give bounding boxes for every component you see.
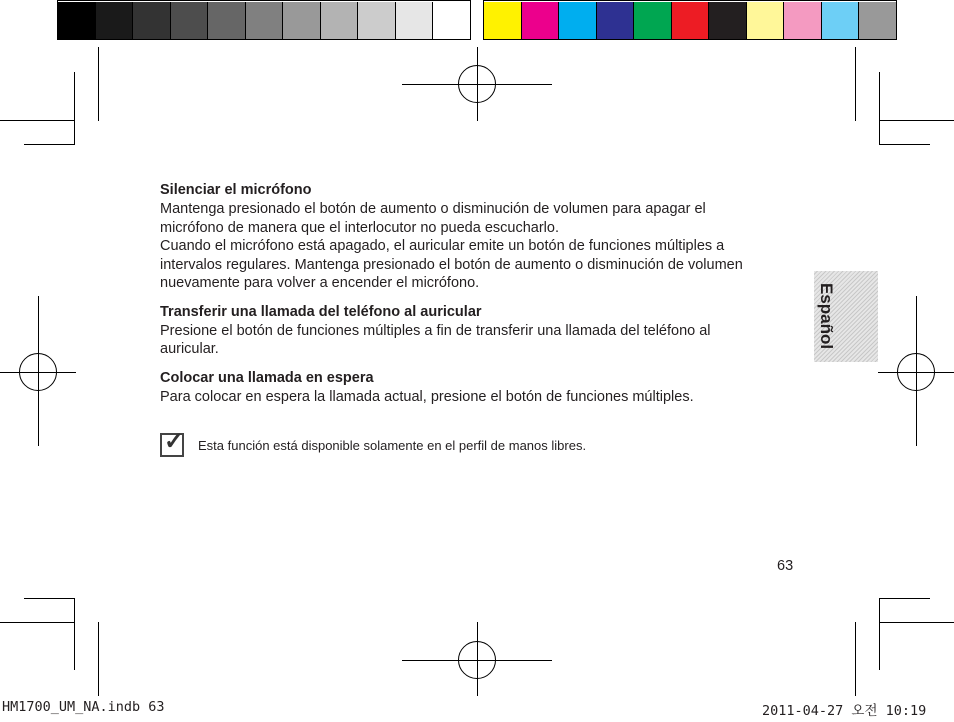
gray-swatch: [321, 2, 359, 39]
crop-mark: [74, 72, 75, 144]
color-swatch: [822, 2, 860, 39]
note: [160, 428, 587, 457]
crop-mark: [0, 120, 74, 121]
note-text: Esta función está disponible solamente en el perfil de manos libres.: [198, 437, 587, 453]
gray-swatch: [133, 2, 171, 39]
gray-swatch: [246, 2, 284, 39]
crop-mark: [879, 622, 954, 623]
color-swatch: [522, 2, 560, 39]
crop-mark: [879, 598, 880, 670]
crop-mark: [98, 622, 99, 696]
gray-swatch: [396, 2, 434, 39]
color-swatch: [559, 2, 597, 39]
color-calibration-bar: [483, 0, 897, 40]
section-heading: Silenciar el micrófono: [160, 182, 312, 198]
crop-mark: [879, 120, 954, 121]
crop-mark: [24, 144, 75, 145]
gray-swatch: [433, 2, 470, 39]
print-slug-file: HM1700_UM_NA.indb 63: [2, 699, 165, 715]
crop-mark: [0, 622, 74, 623]
gray-swatch: [208, 2, 246, 39]
crop-mark: [879, 144, 930, 145]
section-paragraph: Mantenga presionado el botón de aumento o disminución de volumen para apagar el micrófono de manera que el interlocutor no pueda escucharlo.: [160, 201, 706, 236]
crop-mark: [98, 47, 99, 121]
crop-mark: [879, 598, 930, 599]
print-slug-date: 2011-04-27 오전 10:19: [762, 703, 927, 719]
section-heading: Colocar una llamada en espera: [160, 369, 374, 386]
color-swatch: [484, 2, 522, 39]
registration-circle: [458, 641, 496, 679]
color-swatch: [784, 2, 822, 39]
section-paragraph: Para colocar en espera la llamada actual, presione el botón de funciones múltiples.: [160, 388, 694, 405]
gray-swatch: [171, 2, 209, 39]
gray-swatch: [96, 2, 134, 39]
gray-swatch: [358, 2, 396, 39]
manual-content: [160, 181, 770, 406]
color-swatch: [597, 2, 635, 39]
page-number: 63: [777, 558, 794, 574]
color-swatch: [859, 2, 896, 39]
checkmark-icon: ✓: [160, 433, 184, 457]
crop-mark: [24, 598, 75, 599]
section-paragraph: Cuando el micrófono está apagado, el auricular emite un botón de funciones múltiples a intervalos regulares. Mantenga presionado el botón de aumento o disminución de volumen nuevamente para volver a encender el micrófono.: [160, 238, 743, 291]
registration-circle: [897, 353, 935, 391]
registration-circle: [458, 65, 496, 103]
gray-swatch: [58, 2, 96, 39]
crop-mark: [855, 622, 856, 696]
registration-circle: [19, 353, 57, 391]
section-paragraph: Presione el botón de funciones múltiples a fin de transferir una llamada del teléfono al auricular.: [160, 322, 711, 357]
gray-swatch: [283, 2, 321, 39]
color-swatch: [747, 2, 785, 39]
language-tab-label: Español: [817, 282, 836, 350]
crop-mark: [74, 598, 75, 670]
color-swatch: [709, 2, 747, 39]
color-swatch: [672, 2, 710, 39]
section-heading: Transferir una llamada del teléfono al auricular: [160, 303, 482, 320]
color-swatch: [634, 2, 672, 39]
grayscale-calibration-bar: [57, 0, 471, 40]
crop-mark: [879, 72, 880, 144]
crop-mark: [855, 47, 856, 121]
